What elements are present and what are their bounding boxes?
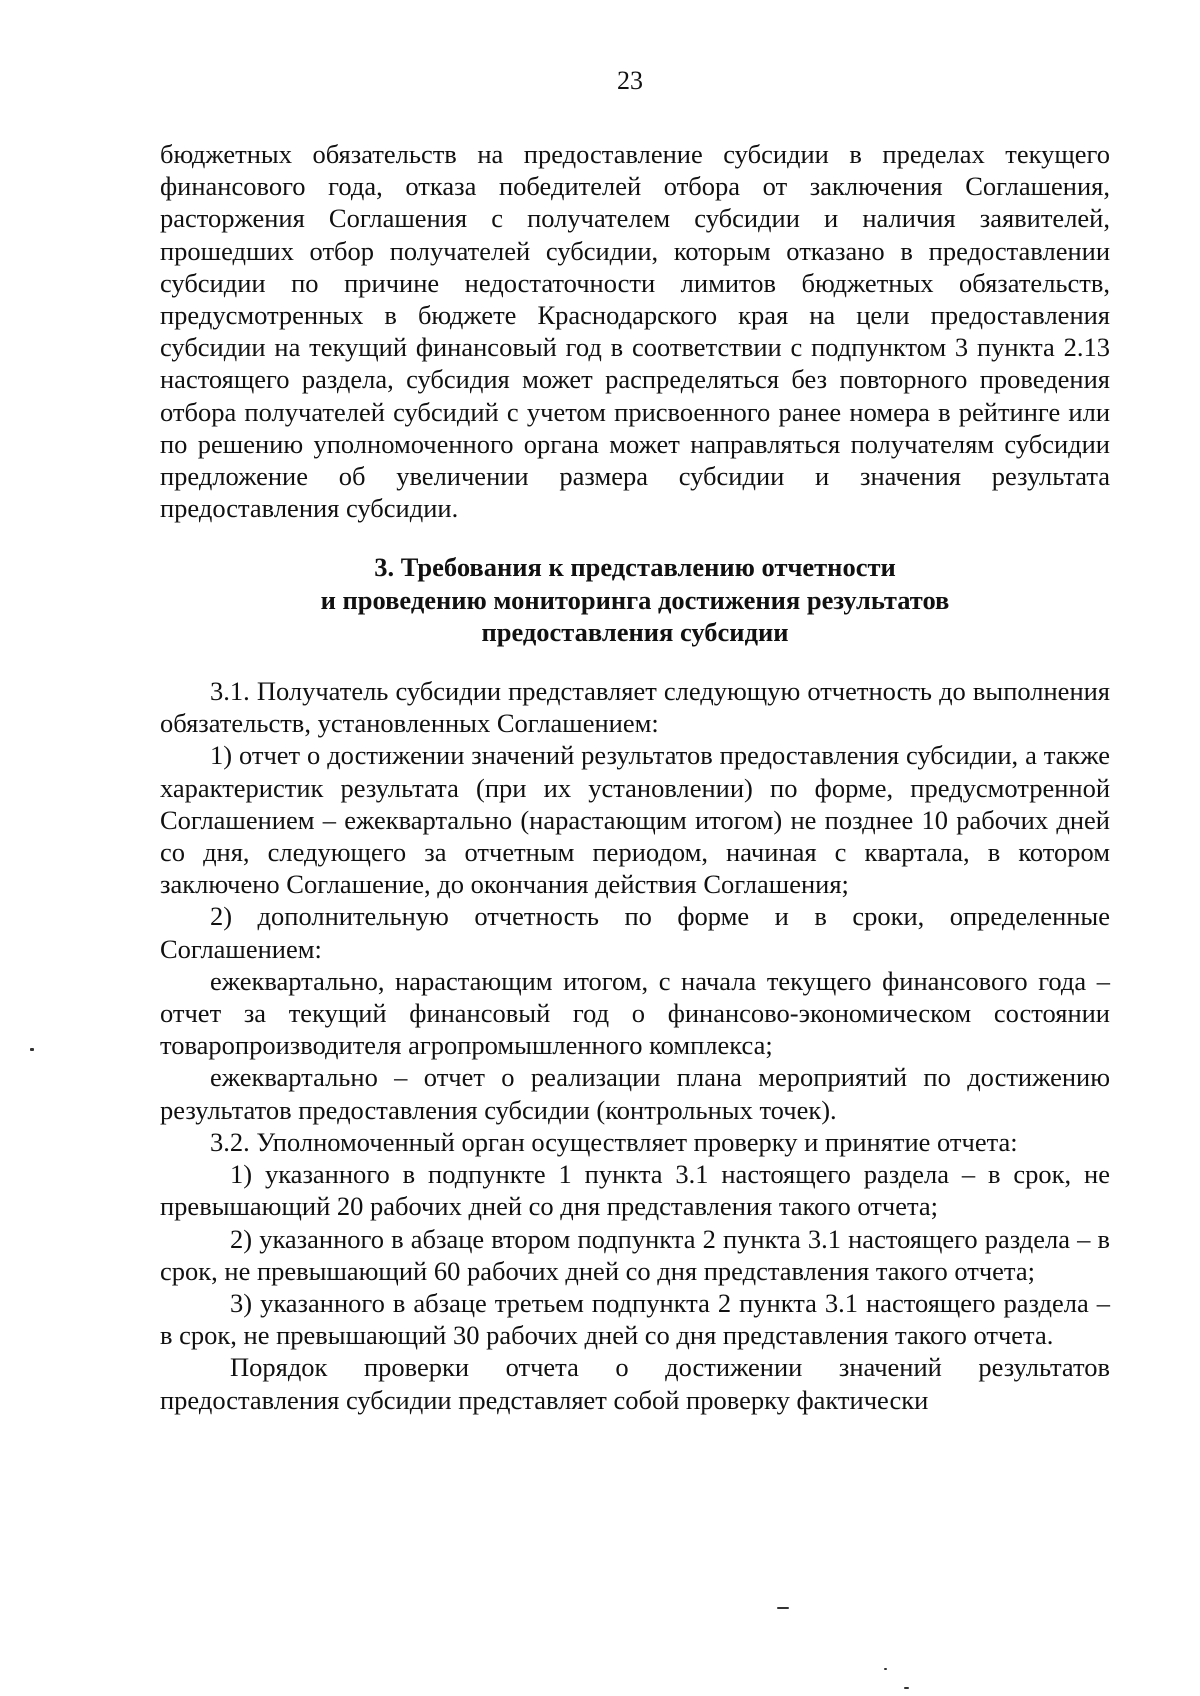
- paragraph-3-2-item-1: 1) указанного в подпункте 1 пункта 3.1 настоящего раздела – в срок, не превышающий 20 рабочих дней со дня представления такого отчета;: [160, 1159, 1110, 1222]
- paragraph-3-1-item-2-a: ежеквартально, нарастающим итогом, с начала текущего финансового года – отчет за текущий финансовый год о финансово-экономическом состоянии товаропроизводителя агропромышленного комплекса;: [160, 965, 1110, 1061]
- paragraph-3-1-item-2: 2) дополнительную отчетность по форме и в сроки, определенные Соглашением:: [160, 901, 1110, 964]
- document-body: [160, 138, 1110, 1416]
- scan-speck: [777, 1607, 789, 1609]
- paragraph-verification-order: Порядок проверки отчета о достижении значений результатов предоставления субсидии представляет собой проверку фактически: [160, 1352, 1110, 1415]
- paragraph-3-2-item-2: 2) указанного в абзаце втором подпункта 2 пункта 3.1 настоящего раздела – в срок, не превышающий 60 рабочих дней со дня представления такого отчета;: [160, 1223, 1110, 1286]
- section-heading-line-2: и проведению мониторинга достижения результатов: [320, 584, 950, 615]
- page-number: 23: [617, 66, 643, 95]
- paragraph-3-1-item-1: 1) отчет о достижении значений результатов предоставления субсидии, а также характеристик результата (при их установлении) по форме, предусмотренной Соглашением – ежеквартально (нарастающим итогом) не позднее 10 рабочих дней со дня, следующего за отчетным периодом, начиная с квартала, в котором заключено Соглашение, до окончания действия Соглашения;: [160, 740, 1110, 900]
- section-heading-line-3: предоставления субсидии: [481, 616, 789, 647]
- paragraph-3-2: 3.2. Уполномоченный орган осуществляет проверку и принятие отчета:: [210, 1126, 1018, 1157]
- paragraph-3-1-item-2-b: ежеквартально – отчет о реализации плана мероприятий по достижению результатов предоставления субсидии (контрольных точек).: [160, 1062, 1110, 1125]
- scan-speck: [884, 1668, 887, 1670]
- intro-paragraph: бюджетных обязательств на предоставление субсидии в пределах текущего финансового года, отказа победителей отбора от заключения Соглашения, расторжения Соглашения с получателем субсидии и наличия заявителей, прошедших отбор получателей субсидии, которым отказано в предоставлении субсидии по причине недостаточности лимитов бюджетных обязательств, предусмотренных в бюджете Краснодарского края на цели предоставления субсидии на текущий финансовый год в соответствии с подпунктом 3 пункта 2.13 настоящего раздела, субсидия может распределяться без повторного проведения отбора получателей субсидий с учетом присвоенного ранее номера в рейтинге или по решению уполномоченного органа может направляться получателям субсидии предложение об увеличении размера субсидии и значения результата предоставления субсидии.: [160, 139, 1110, 524]
- scan-speck: [904, 1687, 909, 1689]
- section-heading-line-1: 3. Требования к представлению отчетности: [374, 552, 896, 583]
- scan-speck: [30, 1048, 34, 1051]
- paragraph-3-2-item-3: 3) указанного в абзаце третьем подпункта 2 пункта 3.1 настоящего раздела – в срок, не превышающий 30 рабочих дней со дня представления такого отчета.: [160, 1287, 1110, 1351]
- paragraph-3-1: 3.1. Получатель субсидии представляет следующую отчетность до выполнения обязательств, установленных Соглашением:: [160, 676, 1110, 739]
- section-heading: [160, 551, 1110, 648]
